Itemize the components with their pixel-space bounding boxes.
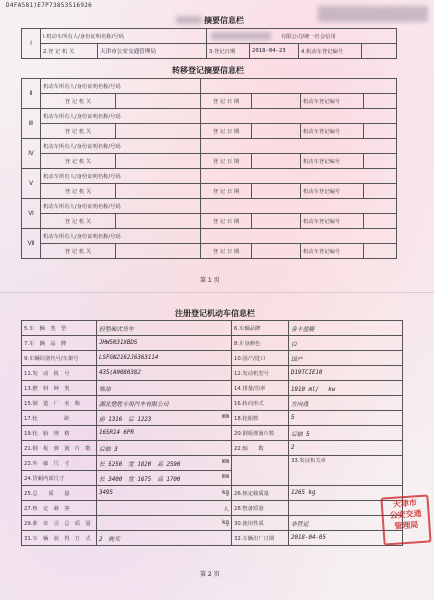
transfer-issuer-value (116, 244, 201, 259)
field-value: 非营运 (289, 516, 403, 531)
field-value-text: 前 1316 后 1223 (99, 416, 152, 423)
transfer-issuer-value (116, 124, 201, 139)
transfer-issuer-label: 登 记 机 关 (41, 184, 116, 199)
field-label: 6.车辆品牌 (232, 321, 289, 336)
vehicle-info-row (22, 336, 403, 351)
field-value: 方向盘 (289, 396, 403, 411)
transfer-owner-label: 机动车所有人/身份证明名称/号码 (41, 169, 201, 184)
stamp-line: 公安交通 (389, 508, 422, 521)
owner-label: I.机动车所有人/身份证明名称/号码 (41, 29, 207, 44)
field-unit: mm (222, 473, 229, 480)
transfer-no-label: 机动车登记编号 (301, 154, 364, 169)
field-value (97, 351, 232, 366)
transfer-no-label: 机动车登记编号 (301, 124, 364, 139)
transfer-owner-value (201, 229, 397, 244)
issuing-authority-label: 33.发证机关章 (291, 458, 326, 464)
redacted-block (318, 6, 428, 22)
transfer-no-value (364, 154, 397, 169)
field-unit: kg (222, 520, 229, 526)
field-label: 28.整备质量 (232, 501, 289, 516)
field-label: 22.轴 数 (232, 441, 289, 456)
transfer-owner-label: 机动车所有人/身份证明名称/号码 (41, 229, 201, 244)
owner-value (207, 29, 397, 44)
transfer-date-label: 登 记 日 期 (201, 184, 252, 199)
field-value (97, 336, 232, 351)
field-value (97, 441, 232, 456)
field-label: 31.车 辆 获 得 方 式 (22, 531, 97, 546)
transfer-no-label: 机动车登记编号 (301, 94, 364, 109)
field-value: 金卡盈腾 (289, 321, 403, 336)
field-value (97, 321, 232, 336)
transfer-date-value (252, 184, 301, 199)
reg-no-label: 4.机动车登记编号 (299, 44, 362, 59)
transfer-owner-label: 机动车所有人/身份证明名称/号码 (41, 139, 201, 154)
transfer-owner-label: 机动车所有人/身份证明名称/号码 (41, 109, 201, 124)
transfer-issuer-value (116, 154, 201, 169)
field-value-text: 长 5250 宽 1820 高 2590 (99, 461, 181, 468)
vehicle-info-row (22, 351, 403, 366)
field-value (97, 366, 232, 381)
transfer-issuer-label: 登 记 机 关 (41, 214, 116, 229)
transfer-date-value (252, 94, 301, 109)
vehicle-info-row (22, 516, 403, 531)
transfer-owner-label: 机动车所有人/身份证明名称/号码 (41, 199, 201, 214)
field-label: 23.外 廓 尺 寸 (22, 456, 97, 471)
vehicle-info-row (22, 441, 403, 456)
transfer-date-label: 登 记 日 期 (201, 244, 252, 259)
field-unit: mm (222, 413, 229, 420)
field-value (97, 471, 232, 486)
date-value: 2018-04-23 (250, 44, 299, 59)
field-label: 25.总 质 量 (22, 486, 97, 501)
field-label: 13.燃 料 种 类 (22, 381, 97, 396)
issuer-label: 2.登 记 机 关 (41, 44, 98, 59)
field-label: 10.国产/进口 (232, 351, 289, 366)
field-value (97, 381, 232, 396)
vehicle-info-row (22, 411, 403, 426)
transfer-table (21, 78, 397, 259)
vehicle-info-row (22, 321, 403, 336)
section-label: Ⅶ (22, 229, 41, 259)
transfer-issuer-label: 登 记 机 关 (41, 124, 116, 139)
certificate-serial: D4FA581)E7P73853516926 (6, 2, 93, 9)
transfer-issuer-value (116, 94, 201, 109)
vehicle-info-row (22, 381, 403, 396)
field-unit: mm (222, 458, 229, 465)
summary-table (21, 28, 397, 59)
field-value: 1910 ml/ kw (289, 381, 403, 396)
vehicle-info-table (21, 320, 403, 546)
issuer-value: 天津市公安交通管理局 (98, 44, 207, 59)
field-value (97, 426, 232, 441)
transfer-issuer-value (116, 214, 201, 229)
issuing-authority-label-cell (289, 456, 403, 486)
transfer-no-label: 机动车登记编号 (301, 184, 364, 199)
field-value (97, 516, 232, 531)
owner-value-text: 有限公司/统一社会信用 (281, 34, 336, 40)
field-value-text: 435(A0080382 (99, 370, 141, 376)
transfer-issuer-label: 登 记 机 关 (41, 154, 116, 169)
field-value-text: 3495 (99, 490, 113, 496)
redacted-block (211, 32, 271, 40)
section-label: Ⅴ (22, 169, 41, 199)
transfer-issuer-label: 登 记 机 关 (41, 244, 116, 259)
field-label: 29.准 牵 引 总 质 量 (22, 516, 97, 531)
transfer-no-label: 机动车登记编号 (301, 244, 364, 259)
field-label: 11.发 动 机 号 (22, 366, 97, 381)
field-value-text: 后轴 3 (99, 446, 118, 453)
field-label: 5.车 辆 类 型 (22, 321, 97, 336)
page-number: 第 2 页 (200, 571, 220, 578)
reg-no-value (362, 44, 397, 59)
field-value (97, 486, 232, 501)
transfer-owner-value (201, 169, 397, 184)
field-label: 24.货厢内部尺寸 (22, 471, 97, 486)
section-label: Ⅰ (22, 29, 41, 59)
field-label: 19.轮 胎 规 格 (22, 426, 97, 441)
date-label: 3.登记日期 (207, 44, 250, 59)
field-value (97, 456, 232, 471)
field-label: 15.制 造 厂 名 称 (22, 396, 97, 411)
field-label: 26.核定载质量 (232, 486, 289, 501)
field-label: 17.轮 距 (22, 411, 97, 426)
transfer-date-label: 登 记 日 期 (201, 154, 252, 169)
field-label: 8.车身颜色 (232, 336, 289, 351)
transfer-date-label: 登 记 日 期 (201, 94, 252, 109)
vehicle-info-row (22, 426, 403, 441)
stamp-line: 管理局 (394, 520, 419, 531)
vehicle-info-row (22, 366, 403, 381)
field-value-text: LSFGN2162J6363114 (99, 355, 159, 361)
transfer-owner-label: 机动车所有人/身份证明名称/号码 (41, 79, 201, 94)
field-value: D19TCIE10 (289, 366, 403, 381)
page-fold (0, 292, 434, 293)
field-label: 9.车辆识别代号/车架号 (22, 351, 97, 366)
field-label: 7.车 辆 品 牌 (22, 336, 97, 351)
transfer-issuer-label: 登 记 机 关 (41, 94, 116, 109)
field-value-text: 轻型厢式货车 (99, 326, 134, 333)
section-label: Ⅱ (22, 79, 41, 109)
transfer-date-label: 登 记 日 期 (201, 124, 252, 139)
field-label: 20.钢板弹簧片数 (232, 426, 289, 441)
vehicle-info-title: 注册登记机动车信息栏 (175, 309, 255, 318)
field-value: 2 (289, 441, 403, 456)
field-label: 32.车辆出厂日期 (232, 531, 289, 546)
transfer-no-value (364, 214, 397, 229)
transfer-date-value (252, 244, 301, 259)
field-unit: 人 (223, 506, 229, 513)
transfer-no-value (364, 94, 397, 109)
field-value (97, 411, 232, 426)
section-label: Ⅵ (22, 199, 41, 229)
vehicle-info-row (22, 456, 403, 471)
transfer-owner-value (201, 109, 397, 124)
field-value-text: 长 3400 宽 1675 高 1700 (99, 476, 181, 483)
field-value-text: 2 购买 (99, 536, 120, 543)
vehicle-info-row (22, 396, 403, 411)
transfer-date-value (252, 214, 301, 229)
field-label: 18.轮胎数 (232, 411, 289, 426)
field-value-text: 柴油 (99, 386, 111, 393)
transfer-no-value (364, 184, 397, 199)
section-label: Ⅲ (22, 109, 41, 139)
field-label: 21.钢 板 弹 簧 片 数 (22, 441, 97, 456)
transfer-issuer-value (116, 184, 201, 199)
transfer-date-value (252, 154, 301, 169)
issuing-authority-stamp (380, 494, 431, 545)
field-value: 后轴 5 (289, 426, 403, 441)
transfer-date-value (252, 124, 301, 139)
field-value: 2018-04-05 (289, 531, 403, 546)
transfer-date-label: 登 记 日 期 (201, 214, 252, 229)
transfer-owner-value (201, 199, 397, 214)
transfer-owner-value (201, 79, 397, 94)
field-label (232, 456, 289, 486)
field-label: 12.发动机型号 (232, 366, 289, 381)
field-label: 16.转向形式 (232, 396, 289, 411)
field-value (97, 396, 232, 411)
transfer-title: 转移登记摘要信息栏 (172, 66, 244, 75)
summary-title: 摘要信息栏 (204, 16, 244, 25)
vehicle-info-row (22, 531, 403, 546)
vehicle-info-row (22, 486, 403, 501)
field-value (97, 501, 232, 516)
field-value: 白 (289, 336, 403, 351)
transfer-no-value (364, 124, 397, 139)
field-unit: kg (222, 490, 229, 496)
field-label: 30.使用性质 (232, 516, 289, 531)
vehicle-info-row (22, 501, 403, 516)
redacted-block (176, 16, 202, 24)
field-value-text: JHW5031XBDS (99, 340, 138, 346)
section-label: Ⅳ (22, 139, 41, 169)
field-value-text: 湖北楚胜专用汽车有限公司 (99, 401, 169, 408)
field-value-text: 165R14 6PR (99, 430, 134, 436)
field-value: 1265 kg (289, 486, 403, 501)
transfer-owner-value (201, 139, 397, 154)
page-number: 第 1 页 (200, 277, 220, 284)
field-value (97, 531, 232, 546)
stamp-line: 天津市 (392, 498, 418, 509)
field-value: 国产 (289, 351, 403, 366)
field-label: 14.排量/功率 (232, 381, 289, 396)
field-label: 27.核 定 载 客 (22, 501, 97, 516)
field-value: 5 (289, 411, 403, 426)
transfer-no-label: 机动车登记编号 (301, 214, 364, 229)
transfer-no-value (364, 244, 397, 259)
